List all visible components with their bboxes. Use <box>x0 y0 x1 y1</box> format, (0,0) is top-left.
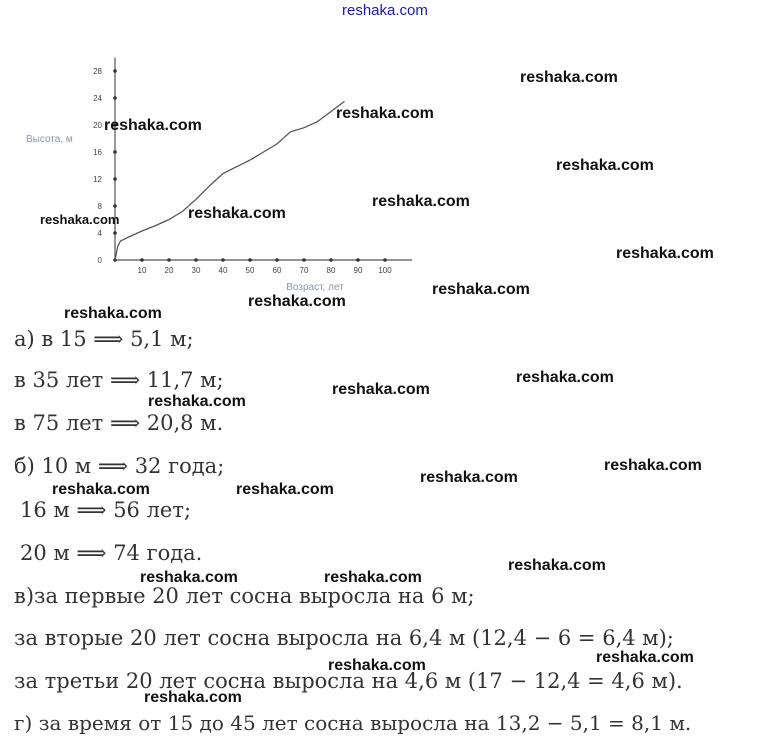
watermark: reshaka.com <box>248 293 346 310</box>
x-tick-label: 80 <box>326 266 336 275</box>
x-axis-label: Возраст, лет <box>286 282 344 293</box>
chart-axes <box>115 58 412 261</box>
y-tick-label: 20 <box>93 121 102 130</box>
watermark: reshaka.com <box>516 369 614 386</box>
watermark: reshaka.com <box>332 381 430 398</box>
watermark: reshaka.com <box>188 205 286 222</box>
y-tick-mark <box>113 96 117 100</box>
y-tick-mark <box>113 177 117 181</box>
x-tick-label: 30 <box>191 266 201 275</box>
watermark: reshaka.com <box>144 689 242 706</box>
x-tick-label: 50 <box>245 266 255 275</box>
watermark: reshaka.com <box>420 469 518 486</box>
watermark: reshaka.com <box>520 69 618 86</box>
watermark: reshaka.com <box>336 105 434 122</box>
watermark: reshaka.com <box>432 281 530 298</box>
solution-line: 20 м ⟹ 74 года. <box>20 541 203 565</box>
solution-line: г) за время от 15 до 45 лет сосна выросла на 13,2 − 5,1 = 8,1 м. <box>14 711 692 735</box>
x-tick-label: 90 <box>353 266 363 275</box>
y-tick-label: 12 <box>93 175 102 184</box>
watermark: reshaka.com <box>52 481 150 498</box>
x-tick-mark <box>140 258 144 262</box>
solution-line: в 75 лет ⟹ 20,8 м. <box>14 411 224 435</box>
watermark: reshaka.com <box>604 457 702 474</box>
x-tick-mark <box>248 258 252 262</box>
solution-line: а) в 15 ⟹ 5,1 м; <box>14 327 194 351</box>
solution-line: в 35 лет ⟹ 11,7 м; <box>14 368 224 392</box>
y-tick-mark <box>113 69 117 73</box>
solution-line: за третьи 20 лет сосна выросла на 4,6 м (17 − 12,4 = 4,6 м). <box>14 669 683 693</box>
solution-line: за вторые 20 лет сосна выросла на 6,4 м (12,4 − 6 = 6,4 м); <box>14 626 674 650</box>
watermark: reshaka.com <box>140 569 238 586</box>
watermark: reshaka.com <box>508 557 606 574</box>
watermark: reshaka.com <box>40 212 120 227</box>
y-tick-mark <box>113 231 117 235</box>
solution-line: б) 10 м ⟹ 32 года; <box>14 454 225 478</box>
watermark: reshaka.com <box>616 245 714 262</box>
x-tick-mark <box>302 258 306 262</box>
watermark: reshaka.com <box>556 157 654 174</box>
header-site-link[interactable]: reshaka.com <box>342 2 428 19</box>
watermark: reshaka.com <box>64 305 162 322</box>
watermark: reshaka.com <box>596 649 694 666</box>
y-tick-label: 4 <box>97 229 102 238</box>
x-tick-mark <box>329 258 333 262</box>
x-tick-mark <box>221 258 225 262</box>
x-tick-mark <box>275 258 279 262</box>
x-tick-label: 60 <box>272 266 282 275</box>
watermark: reshaka.com <box>324 569 422 586</box>
x-tick-label: 70 <box>299 266 309 275</box>
y-axis-label: Высота, м <box>26 134 73 145</box>
x-tick-mark <box>383 258 387 262</box>
y-tick-label: 0 <box>97 256 102 265</box>
x-tick-label: 40 <box>218 266 228 275</box>
x-tick-label: 100 <box>378 266 392 275</box>
y-tick-label: 16 <box>93 148 102 157</box>
y-tick-label: 24 <box>93 94 102 103</box>
x-tick-label: 10 <box>137 266 147 275</box>
y-tick-label: 8 <box>97 202 102 211</box>
y-tick-mark <box>113 150 117 154</box>
x-tick-mark <box>167 258 171 262</box>
solution-line: 16 м ⟹ 56 лет; <box>20 498 192 522</box>
watermark: reshaka.com <box>148 393 246 410</box>
x-tick-mark <box>194 258 198 262</box>
y-tick-label: 28 <box>93 67 102 76</box>
watermark: reshaka.com <box>328 657 426 674</box>
solution-line: в)за первые 20 лет сосна выросла на 6 м; <box>14 584 475 608</box>
y-tick-mark <box>113 204 117 208</box>
watermark: reshaka.com <box>104 117 202 134</box>
watermark: reshaka.com <box>236 481 334 498</box>
watermark: reshaka.com <box>372 193 470 210</box>
x-tick-label: 20 <box>164 266 174 275</box>
x-tick-mark <box>356 258 360 262</box>
height-age-chart <box>0 40 430 300</box>
